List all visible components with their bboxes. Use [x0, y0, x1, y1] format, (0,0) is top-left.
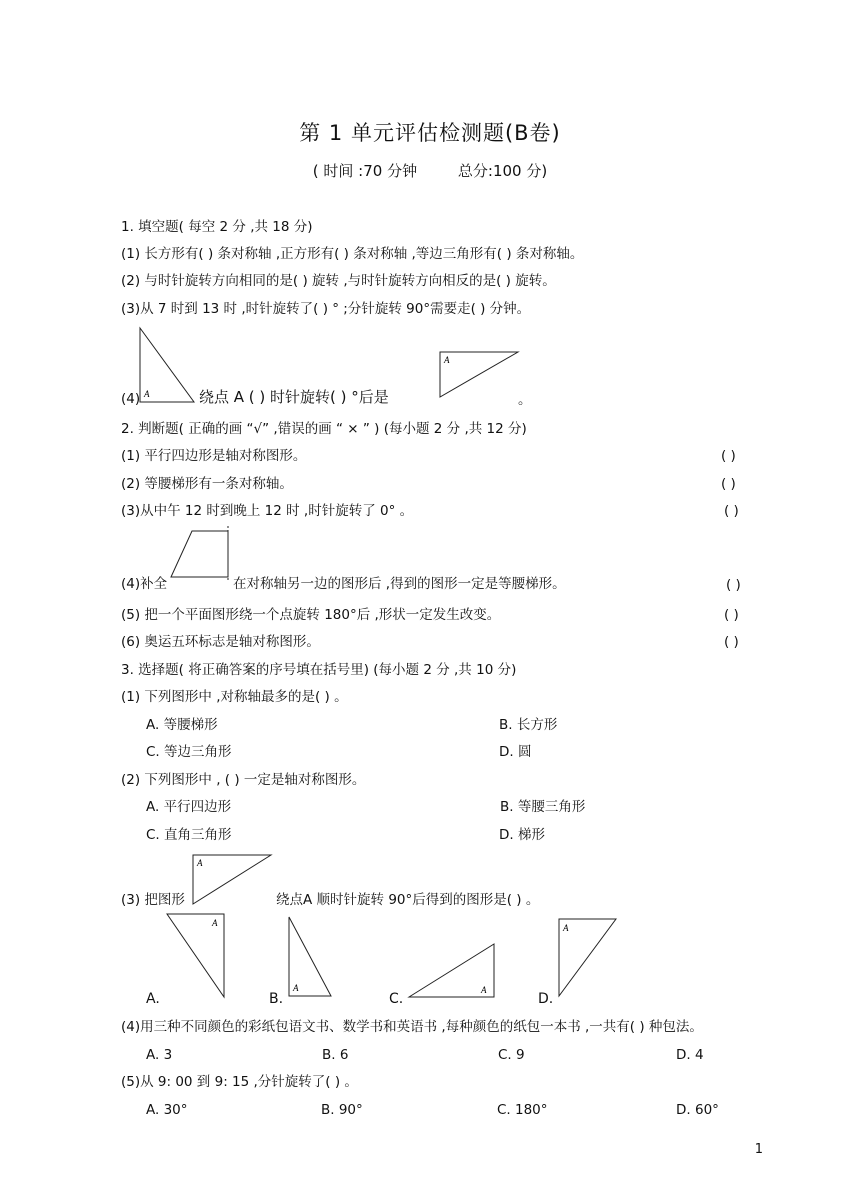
time-limit: ( 时间 :70 分钟 — [312, 162, 418, 180]
judge-q5: (5) 把一个平面图形绕一个点旋转 180°后 ,形状一定发生改变。 — [121, 607, 501, 623]
choice-option: B. 等腰三角形 — [500, 799, 586, 815]
choice-option: C. 等边三角形 — [146, 744, 232, 760]
choice-option: C. 180° — [497, 1102, 548, 1118]
section-3-heading: 3. 选择题( 将正确答案的序号填在括号里) (每小题 2 分 ,共 10 分) — [121, 662, 517, 678]
total-score: 总分:100 分) — [457, 162, 548, 180]
answer-paren: ( ) — [726, 577, 741, 593]
triangle-figure-rotated — [438, 351, 520, 401]
option-d-label: D. — [538, 991, 554, 1007]
option-b-triangle — [286, 915, 334, 999]
choice-option: A. 平行四边形 — [146, 799, 232, 815]
judge-q1: (1) 平行四边形是轴对称图形。 — [121, 448, 307, 464]
choice-option: C. 直角三角形 — [146, 827, 232, 843]
answer-paren: ( ) — [724, 634, 739, 650]
answer-paren: ( ) — [724, 607, 739, 623]
fill-q1: (1) 长方形有( ) 条对称轴 ,正方形有( ) 条对称轴 ,等边三角形有( ) 条对称轴。 — [121, 246, 584, 262]
choice-option: D. 圆 — [499, 744, 532, 760]
fill-q4-text: 绕点 A ( ) 时针旋转( ) °后是 — [199, 388, 389, 406]
choice-q3-text: 绕点A 顺时针旋转 90°后得到的图形是( ) 。 — [276, 892, 540, 908]
option-a-label: A. — [146, 991, 160, 1007]
triangle-figure-q3 — [192, 854, 274, 908]
section-2-heading: 2. 判断题( 正确的画 “√” ,错误的画 “ × ” ) (每小题 2 分 ,共 12 分) — [121, 421, 527, 437]
vertex-label: A — [144, 389, 150, 399]
option-b-label: B. — [269, 991, 284, 1007]
choice-option: B. 6 — [322, 1047, 349, 1063]
choice-option: A. 3 — [146, 1047, 173, 1063]
choice-option: C. 9 — [498, 1047, 525, 1063]
judge-q3: (3)从中午 12 时到晚上 12 时 ,时针旋转了 0° 。 — [121, 503, 414, 519]
choice-q3-prefix: (3) 把图形 — [121, 892, 185, 908]
triangle-figure-original — [138, 326, 198, 406]
choice-option: B. 90° — [321, 1102, 363, 1118]
judge-q4-text: 在对称轴另一边的图形后 ,得到的图形一定是等腰梯形。 — [233, 576, 566, 592]
vertex-label: A — [293, 983, 299, 993]
vertex-label: A — [197, 858, 203, 868]
choice-option: A. 等腰梯形 — [146, 717, 218, 733]
half-trapezoid-figure — [168, 526, 234, 582]
answer-paren: ( ) — [721, 476, 736, 492]
judge-q4-prefix: (4)补全 — [121, 576, 168, 592]
vertex-label: A — [444, 355, 450, 365]
fill-q3: (3)从 7 时到 13 时 ,时针旋转了( ) ° ;分针旋转 90°需要走( ) 分钟。 — [121, 301, 531, 317]
section-1-heading: 1. 填空题( 每空 2 分 ,共 18 分) — [121, 219, 313, 235]
answer-paren: ( ) — [721, 448, 736, 464]
page-title: 第 1 单元评估检测题(B卷) — [299, 121, 561, 145]
option-d-triangle — [557, 917, 619, 999]
judge-q6: (6) 奥运五环标志是轴对称图形。 — [121, 634, 320, 650]
vertex-label: A — [563, 923, 569, 933]
judge-q2: (2) 等腰梯形有一条对称轴。 — [121, 476, 293, 492]
answer-paren: ( ) — [724, 503, 739, 519]
page-number: 1 — [754, 1142, 763, 1157]
option-c-triangle — [407, 942, 497, 1000]
choice-q4: (4)用三种不同颜色的彩纸包语文书、数学书和英语书 ,每种颜色的纸包一本书 ,一共有( ) 种包法。 — [121, 1019, 703, 1035]
vertex-label: A — [212, 918, 218, 928]
fill-q4-end: 。 — [518, 392, 532, 408]
choice-option: D. 4 — [676, 1047, 704, 1063]
choice-option: D. 60° — [676, 1102, 719, 1118]
choice-q5: (5)从 9: 00 到 9: 15 ,分针旋转了( ) 。 — [121, 1074, 358, 1090]
option-c-label: C. — [389, 991, 404, 1007]
option-a-triangle — [165, 912, 227, 1000]
choice-option: A. 30° — [146, 1102, 188, 1118]
choice-option: B. 长方形 — [499, 717, 558, 733]
choice-q2: (2) 下列图形中 , ( ) 一定是轴对称图形。 — [121, 772, 366, 788]
choice-option: D. 梯形 — [499, 827, 545, 843]
fill-q4-prefix: (4) — [121, 391, 141, 407]
page-subtitle — [0, 160, 860, 181]
vertex-label: A — [481, 985, 487, 995]
fill-q2: (2) 与时针旋转方向相同的是( ) 旋转 ,与时针旋转方向相反的是( ) 旋转。 — [121, 273, 556, 289]
choice-q1: (1) 下列图形中 ,对称轴最多的是( ) 。 — [121, 689, 348, 705]
